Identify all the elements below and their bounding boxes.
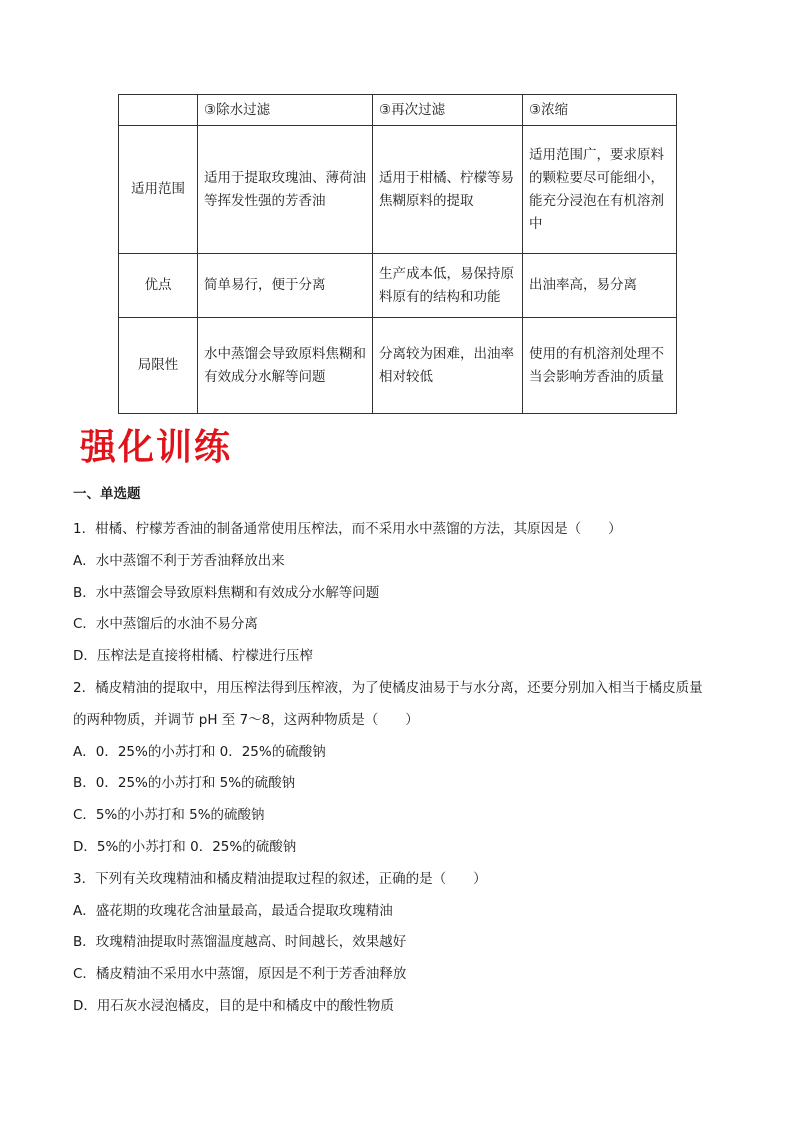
table-cell: 分离较为困难，出油率相对较低: [373, 318, 523, 414]
question-option[interactable]: D．压榨法是直接将柑橘、柠檬进行压榨: [73, 648, 313, 665]
question-option[interactable]: A．盛花期的玫瑰花含油量最高，最适合提取玫瑰精油: [73, 902, 393, 919]
question-option[interactable]: A．水中蒸馏不利于芳香油释放出来: [73, 552, 285, 569]
section-banner: 强化训练: [80, 426, 233, 468]
question: [73, 864, 733, 1023]
question: [73, 514, 733, 673]
table-header-cell: ③再次过滤: [373, 95, 523, 126]
table-row-label: 适用范围: [119, 126, 198, 254]
question-stem: 3．下列有关玫瑰精油和橘皮精油提取过程的叙述，正确的是（ ）: [73, 870, 487, 887]
table-row: [119, 318, 677, 414]
section-title: 一、单选题: [73, 486, 141, 502]
table-cell: 生产成本低，易保持原料原有的结构和功能: [373, 254, 523, 318]
question-option[interactable]: B．0．25%的小苏打和 5%的硫酸钠: [73, 775, 296, 792]
question-option[interactable]: C．水中蒸馏后的水油不易分离: [73, 616, 258, 633]
question-option[interactable]: C．5%的小苏打和 5%的硫酸钠: [73, 807, 265, 824]
table-row-label: 局限性: [119, 318, 198, 414]
question-option[interactable]: B．玫瑰精油提取时蒸馏温度越高、时间越长，效果越好: [73, 934, 407, 951]
question-stem: 2．橘皮精油的提取中，用压榨法得到压榨液，为了使橘皮油易于与水分离，还要分别加入相当于橘皮质量: [73, 679, 703, 696]
question-option[interactable]: D．用石灰水浸泡橘皮，目的是中和橘皮中的酸性物质: [73, 997, 394, 1014]
table-row: [119, 254, 677, 318]
table-cell: 适用于提取玫瑰油、薄荷油等挥发性强的芳香油: [198, 126, 373, 254]
question-list: [73, 514, 733, 1023]
table-header-cell: [119, 95, 198, 126]
table-row-label: 优点: [119, 254, 198, 318]
question: [73, 673, 733, 864]
table-cell: 适用范围广，要求原料的颗粒要尽可能细小，能充分浸泡在有机溶剂中: [523, 126, 677, 254]
question-option[interactable]: B．水中蒸馏会导致原料焦糊和有效成分水解等问题: [73, 584, 380, 601]
question-stem: 的两种物质，并调节 pH 至 7～8，这两种物质是（ ）: [73, 711, 419, 728]
question-stem: 1．柑橘、柠檬芳香油的制备通常使用压榨法，而不采用水中蒸馏的方法，其原因是（ ）: [73, 521, 622, 537]
table-cell: 简单易行，便于分离: [198, 254, 373, 318]
table-row: [119, 126, 677, 254]
question-option[interactable]: D．5%的小苏打和 0．25%的硫酸钠: [73, 838, 297, 855]
question-option[interactable]: C．橘皮精油不采用水中蒸馏，原因是不利于芳香油释放: [73, 966, 407, 983]
table-header-cell: ③除水过滤: [198, 95, 373, 126]
table-cell: 水中蒸馏会导致原料焦糊和有效成分水解等问题: [198, 318, 373, 414]
table-cell: 适用于柑橘、柠檬等易焦糊原料的提取: [373, 126, 523, 254]
table-cell: 使用的有机溶剂处理不当会影响芳香油的质量: [523, 318, 677, 414]
comparison-table: [118, 94, 677, 414]
question-option[interactable]: A．0．25%的小苏打和 0．25%的硫酸钠: [73, 743, 326, 760]
table-cell: 出油率高，易分离: [523, 254, 677, 318]
table-header-cell: ③浓缩: [523, 95, 677, 126]
table-header-row: [119, 95, 677, 126]
